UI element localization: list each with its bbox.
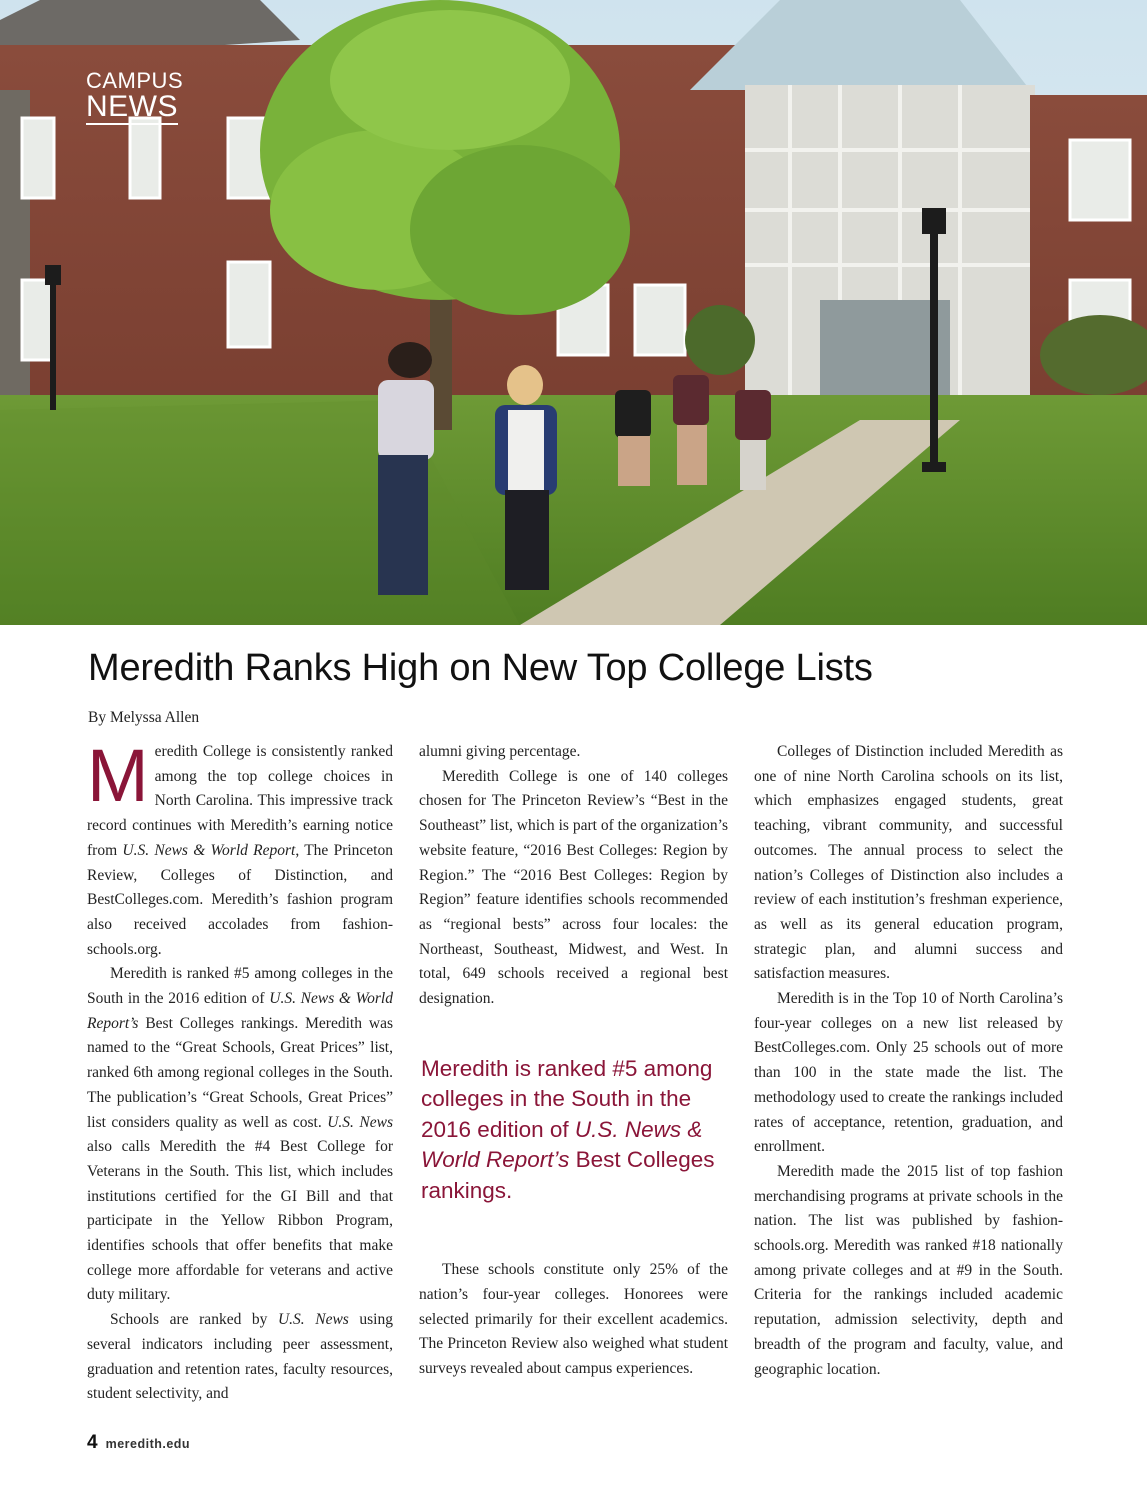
col1-paragraph-1: Meredith College is consistently ranked among the top college choices in North Carolina. This impressive track record continues with Meredith’s earning notice from U.S. News & World Report, The Princeton Review, Colleges of Distinction, and BestColleges.com. Meredith’s fashion program also received accolades from fashion-schools.org.: [87, 734, 393, 958]
col1-paragraph-2: Meredith is ranked #5 among colleges in the South in the 2016 edition of U.S. News & World Report’s Best Colleges rankings. Meredith was named to the “Great Schools, Great Prices” list, ranked 6th among regional colleges in the South. The publication’s “Great Schools, Great Prices” list considers quality as well as cost. U.S. News also calls Meredith the #4 Best College for Veterans in the South. This list, which includes institutions certified for the GI Bill and that participate in the Yellow Ribbon Program, identifies schools that offer benefits that make college more affordable for veterans and active duty military.: [87, 965, 393, 1304]
page-number: 4: [87, 1432, 98, 1453]
byline: By Melyssa Allen: [88, 709, 200, 726]
article-column-3: [754, 740, 1063, 1382]
col2-paragraph-1: alumni giving percentage.: [419, 743, 581, 760]
drop-cap: M: [87, 734, 149, 817]
article-headline: Meredith Ranks High on New Top College Lists: [88, 647, 873, 689]
col2-paragraph-3: These schools constitute only 25% of the nation’s four-year colleges. Honorees were selected primarily for their excellent academics. The Princeton Review also weighed what student surveys revealed about campus experiences.: [419, 1261, 728, 1378]
col1-paragraph-3: Schools are ranked by U.S. News using several indicators including peer assessment, graduation and retention rates, faculty resources, student selectivity, and: [87, 1311, 393, 1403]
section-label-line1: CAMPUS: [86, 68, 184, 93]
article-column-1: [87, 734, 393, 1407]
footer-website: meredith.edu: [105, 1437, 191, 1451]
col2-paragraph-2: Meredith College is one of 140 colleges chosen for The Princeton Review’s “Best in the Southeast” list, which is part of the organization’s website feature, “2016 Best Colleges: Region by Region.” The “2016 Best Colleges: Region by Region” feature identifies schools recommended as “regional bests” across four locales: the Northeast, Southeast, Midwest, and West. In total, 649 schools received a regional best designation.: [419, 767, 728, 1008]
section-label: [86, 70, 183, 125]
col3-paragraph-1: Colleges of Distinction included Meredith as one of nine North Carolina schools on its list, which emphasizes engaged students, great teaching, vibrant community, and successful outcomes. The annual process to select the nation’s Colleges of Distinction also includes a review of each institution’s freshman experience, as well as its general education program, strategic plan, and alumni success and satisfaction measures.: [754, 743, 1063, 983]
page-footer: [87, 1432, 190, 1454]
col3-paragraph-3: Meredith made the 2015 list of top fashion merchandising programs at private schools in the nation. The list was published by fashion-schools.org. Meredith was ranked #18 nationally among private colleges and at #9 in the South. Criteria for the rankings included academic reputation, admission selectivity, depth and breadth of the program and faculty, value, and geographic location.: [754, 1162, 1063, 1378]
col3-paragraph-2: Meredith is in the Top 10 of North Carolina’s four-year colleges on a new list released by BestColleges.com. Only 25 schools out of more than 100 in the state made the list. The methodology used to create the rankings included rates of acceptance, retention, graduation, and enrollment.: [754, 990, 1063, 1156]
article-column-2: [419, 740, 728, 1382]
pull-quote: Meredith is ranked #5 among colleges in the South in the 2016 edition of U.S. News & World Report’s Best Colleges rankings.: [421, 1055, 715, 1203]
section-label-line2: NEWS: [86, 90, 178, 123]
